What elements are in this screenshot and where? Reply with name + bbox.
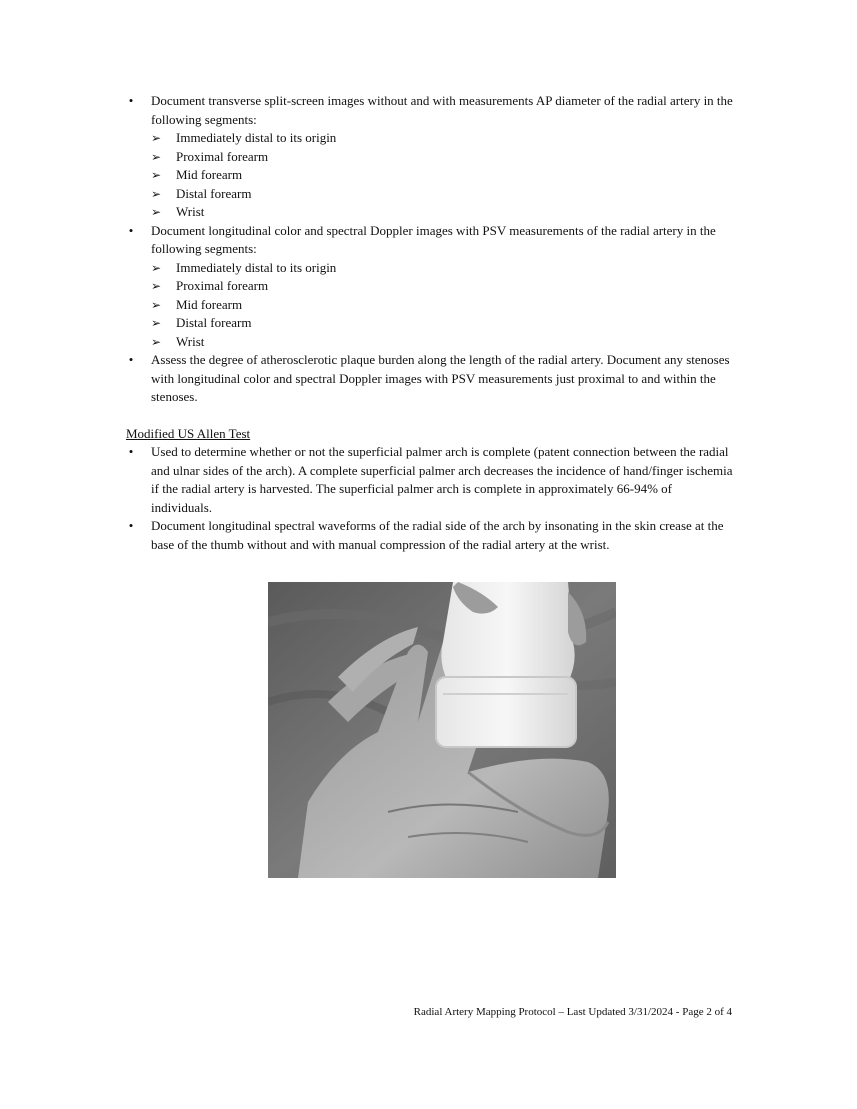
sub-item-text: Proximal forearm bbox=[176, 278, 269, 293]
bullet-icon: • bbox=[128, 93, 134, 108]
sub-item bbox=[151, 166, 736, 185]
arrow-icon: ➢ bbox=[151, 205, 162, 219]
sub-item-text: Wrist bbox=[176, 204, 205, 219]
bullet-text: Document longitudinal spectral waveforms of the radial side of the arch by insonating in the skin crease at the base of the thumb without and with manual compression of the radial artery at the wrist. bbox=[151, 518, 724, 552]
sub-item-text: Wrist bbox=[176, 333, 205, 349]
bullet-item bbox=[126, 443, 736, 517]
sub-list bbox=[151, 259, 736, 352]
arrow-icon: ➢ bbox=[151, 168, 162, 182]
sub-item-text: Immediately distal to its origin bbox=[176, 130, 337, 145]
sub-item bbox=[151, 148, 736, 167]
bullet-icon: • bbox=[128, 352, 134, 367]
sub-item bbox=[151, 277, 736, 296]
bullet-text: Assess the degree of atherosclerotic plaque burden along the length of the radial artery. Document any stenoses with longitudinal color and spectral Doppler images with PSV measurements just proximal to and within the stenoses. bbox=[151, 352, 730, 404]
sub-item-text: Mid forearm bbox=[176, 296, 243, 312]
sub-item bbox=[151, 203, 736, 222]
section-heading: Modified US Allen Test bbox=[126, 425, 251, 441]
ultrasound-hand-photo bbox=[268, 582, 616, 878]
sub-item-text: Distal forearm bbox=[176, 315, 252, 330]
arrow-icon: ➢ bbox=[151, 279, 162, 293]
arrow-icon: ➢ bbox=[151, 334, 162, 349]
sub-item-text: Mid forearm bbox=[176, 167, 243, 182]
sub-item bbox=[151, 185, 736, 204]
sub-item bbox=[151, 333, 736, 352]
arrow-icon: ➢ bbox=[151, 149, 162, 164]
sub-item bbox=[151, 314, 736, 333]
bullet-item bbox=[126, 351, 736, 407]
bullet-icon: • bbox=[128, 222, 134, 238]
sub-item-text: Immediately distal to its origin bbox=[176, 259, 337, 275]
arrow-icon: ➢ bbox=[151, 186, 162, 201]
bullet-text: Document longitudinal color and spectral Doppler images with PSV measurements of the radial artery in the following segments: bbox=[151, 222, 716, 256]
photo-illustration bbox=[268, 582, 616, 878]
page-footer: Radial Artery Mapping Protocol – Last Updated 3/31/2024 - Page 2 of 4 bbox=[413, 1006, 732, 1018]
sub-list bbox=[151, 129, 736, 222]
bullet-icon: • bbox=[128, 444, 134, 459]
bullet-text: Document transverse split-screen images without and with measurements AP diameter of the radial artery in the following segments: bbox=[151, 93, 733, 127]
arrow-icon: ➢ bbox=[151, 131, 162, 145]
sub-item-text: Distal forearm bbox=[176, 185, 252, 201]
arrow-icon: ➢ bbox=[151, 297, 162, 312]
document-body bbox=[126, 92, 736, 554]
arrow-icon: ➢ bbox=[151, 316, 162, 330]
sub-item bbox=[151, 129, 736, 148]
bullet-item bbox=[126, 92, 736, 222]
sub-item bbox=[151, 259, 736, 278]
bullet-icon: • bbox=[128, 518, 134, 533]
bullet-item bbox=[126, 517, 736, 554]
bullet-text: Used to determine whether or not the superficial palmer arch is complete (patent connection between the radial and ulnar sides of the arch). A complete superficial palmer arch decreases the incidence of hand/finger ischemia if the radial artery is harvested. The superficial palmer arch is complete in approximately 66-94% of individuals. bbox=[151, 444, 733, 515]
sub-item bbox=[151, 296, 736, 315]
sub-item-text: Proximal forearm bbox=[176, 148, 269, 164]
bullet-item bbox=[126, 222, 736, 352]
arrow-icon: ➢ bbox=[151, 260, 162, 275]
